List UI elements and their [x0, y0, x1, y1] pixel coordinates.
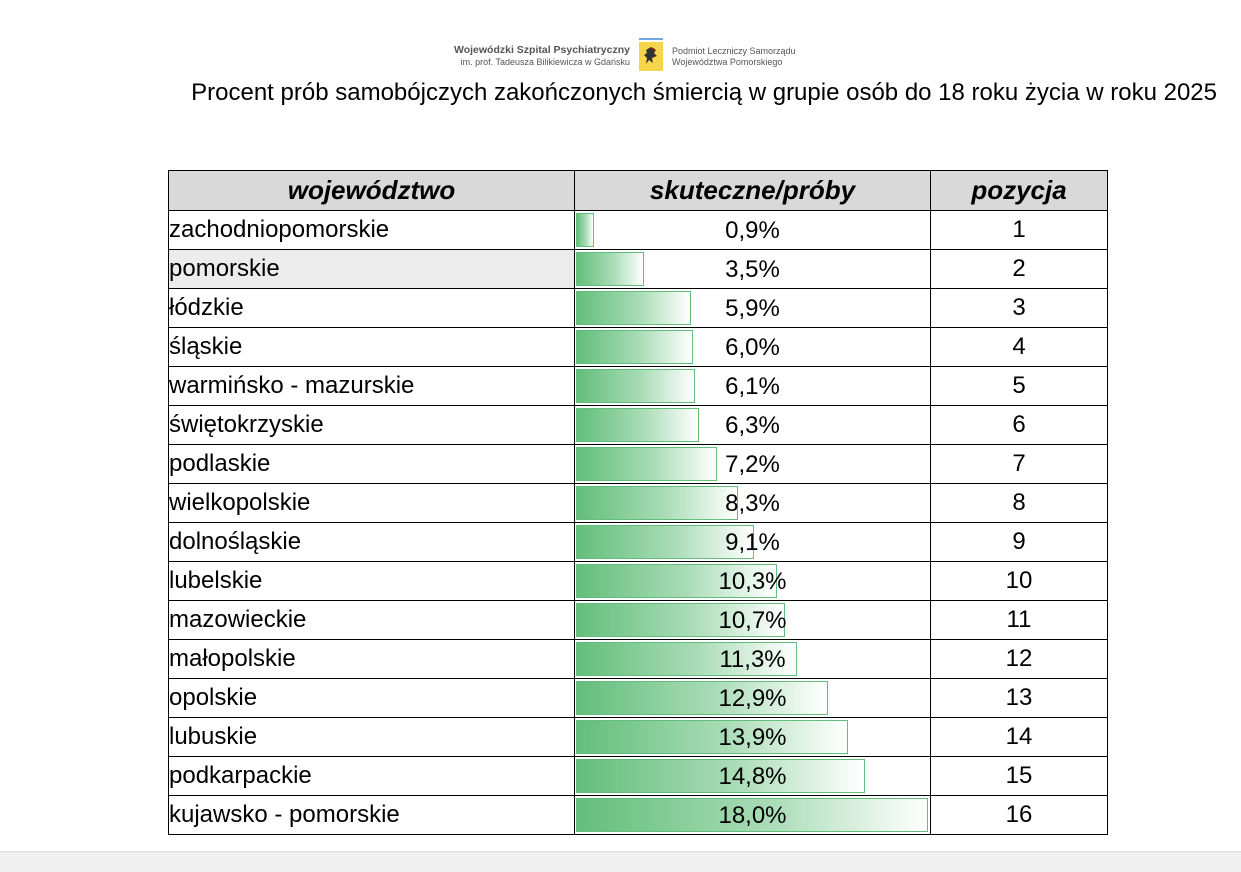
- ratio-label: 7,2%: [725, 450, 780, 478]
- region-cell[interactable]: kujawsko - pomorskie: [169, 796, 575, 835]
- table-row: [169, 445, 1108, 484]
- position-cell[interactable]: 6: [931, 406, 1108, 445]
- ratio-cell[interactable]: [575, 679, 931, 718]
- ratio-cell[interactable]: [575, 211, 931, 250]
- position-cell[interactable]: 5: [931, 367, 1108, 406]
- position-cell[interactable]: 2: [931, 250, 1108, 289]
- region-cell[interactable]: łódzkie: [169, 289, 575, 328]
- ratio-cell[interactable]: [575, 484, 931, 523]
- ratio-cell[interactable]: [575, 328, 931, 367]
- position-cell[interactable]: 7: [931, 445, 1108, 484]
- position-cell[interactable]: 12: [931, 640, 1108, 679]
- region-cell[interactable]: śląskie: [169, 328, 575, 367]
- ratio-label: 10,3%: [718, 567, 787, 595]
- table-row: [169, 718, 1108, 757]
- ratio-label: 12,9%: [718, 684, 787, 712]
- hospital-name-line1: Wojewódzki Szpital Psychiatryczny: [453, 44, 630, 56]
- table-row: [169, 211, 1108, 250]
- ratio-label: 8,3%: [725, 489, 780, 517]
- position-cell[interactable]: 4: [931, 328, 1108, 367]
- region-cell[interactable]: świętokrzyskie: [169, 406, 575, 445]
- position-cell[interactable]: 14: [931, 718, 1108, 757]
- ratio-label: 6,1%: [725, 372, 780, 400]
- position-cell[interactable]: 3: [931, 289, 1108, 328]
- region-cell[interactable]: wielkopolskie: [169, 484, 575, 523]
- owner-name: [672, 46, 872, 68]
- ratio-cell[interactable]: [575, 367, 931, 406]
- region-cell[interactable]: zachodniopomorskie: [169, 211, 575, 250]
- ratio-label: 5,9%: [725, 294, 780, 322]
- region-cell[interactable]: warmińsko - mazurskie: [169, 367, 575, 406]
- position-cell[interactable]: 10: [931, 562, 1108, 601]
- table-row: [169, 757, 1108, 796]
- pomorskie-crest-icon: [638, 38, 664, 72]
- ratio-cell[interactable]: [575, 640, 931, 679]
- owner-line2: Województwa Pomorskiego: [672, 57, 783, 67]
- ratio-label: 9,1%: [725, 528, 780, 556]
- region-cell[interactable]: dolnośląskie: [169, 523, 575, 562]
- ratio-label: 11,3%: [719, 645, 786, 673]
- ratio-cell[interactable]: [575, 757, 931, 796]
- table-row: [169, 679, 1108, 718]
- region-cell[interactable]: mazowieckie: [169, 601, 575, 640]
- position-cell[interactable]: 11: [931, 601, 1108, 640]
- ranking-table: [168, 170, 1108, 835]
- ratio-label: 6,3%: [725, 411, 780, 439]
- page-title: Procent prób samobójczych zakończonych śmiercią w grupie osób do 18 roku życia w roku 2025: [191, 79, 1217, 106]
- owner-line1: Podmiot Leczniczy Samorządu: [672, 46, 796, 56]
- table-row: [169, 640, 1108, 679]
- region-cell[interactable]: podlaskie: [169, 445, 575, 484]
- region-cell[interactable]: podkarpackie: [169, 757, 575, 796]
- column-header-region[interactable]: województwo: [169, 171, 575, 211]
- table-row: [169, 601, 1108, 640]
- ratio-cell[interactable]: [575, 796, 931, 835]
- ratio-label: 6,0%: [725, 333, 780, 361]
- table-row: [169, 523, 1108, 562]
- ratio-cell[interactable]: [575, 250, 931, 289]
- column-header-position[interactable]: pozycja: [931, 171, 1108, 211]
- position-cell[interactable]: 15: [931, 757, 1108, 796]
- ratio-cell[interactable]: [575, 601, 931, 640]
- ratio-label: 3,5%: [725, 255, 780, 283]
- region-cell[interactable]: opolskie: [169, 679, 575, 718]
- ratio-cell[interactable]: [575, 562, 931, 601]
- bottom-scroll-strip: [0, 851, 1241, 872]
- table-body: [169, 211, 1108, 835]
- table-header-row: [169, 171, 1108, 211]
- column-header-ratio[interactable]: skuteczne/próby: [575, 171, 931, 211]
- table-row: [169, 289, 1108, 328]
- ratio-label: 0,9%: [725, 216, 780, 244]
- region-cell[interactable]: lubelskie: [169, 562, 575, 601]
- table-row: [169, 328, 1108, 367]
- region-cell[interactable]: małopolskie: [169, 640, 575, 679]
- table-row: [169, 562, 1108, 601]
- ratio-cell[interactable]: [575, 523, 931, 562]
- ratio-label: 13,9%: [718, 723, 787, 751]
- ratio-cell[interactable]: [575, 445, 931, 484]
- position-cell[interactable]: 16: [931, 796, 1108, 835]
- ratio-label: 10,7%: [718, 606, 787, 634]
- ratio-label: 14,8%: [718, 762, 787, 790]
- hospital-name-line2: im. prof. Tadeusza Bilikiewicza w Gdańsku: [460, 57, 630, 67]
- table-row: [169, 484, 1108, 523]
- table-row: [169, 406, 1108, 445]
- hospital-name: [426, 44, 630, 68]
- table-row: [169, 367, 1108, 406]
- table-row: [169, 250, 1108, 289]
- ratio-cell[interactable]: [575, 718, 931, 757]
- position-cell[interactable]: 1: [931, 211, 1108, 250]
- logo-header: [0, 38, 1241, 72]
- ratio-cell[interactable]: [575, 289, 931, 328]
- ratio-label: 18,0%: [718, 801, 787, 829]
- table-row: [169, 796, 1108, 835]
- position-cell[interactable]: 9: [931, 523, 1108, 562]
- region-cell[interactable]: lubuskie: [169, 718, 575, 757]
- position-cell[interactable]: 8: [931, 484, 1108, 523]
- position-cell[interactable]: 13: [931, 679, 1108, 718]
- ratio-cell[interactable]: [575, 406, 931, 445]
- region-cell[interactable]: pomorskie: [169, 250, 575, 289]
